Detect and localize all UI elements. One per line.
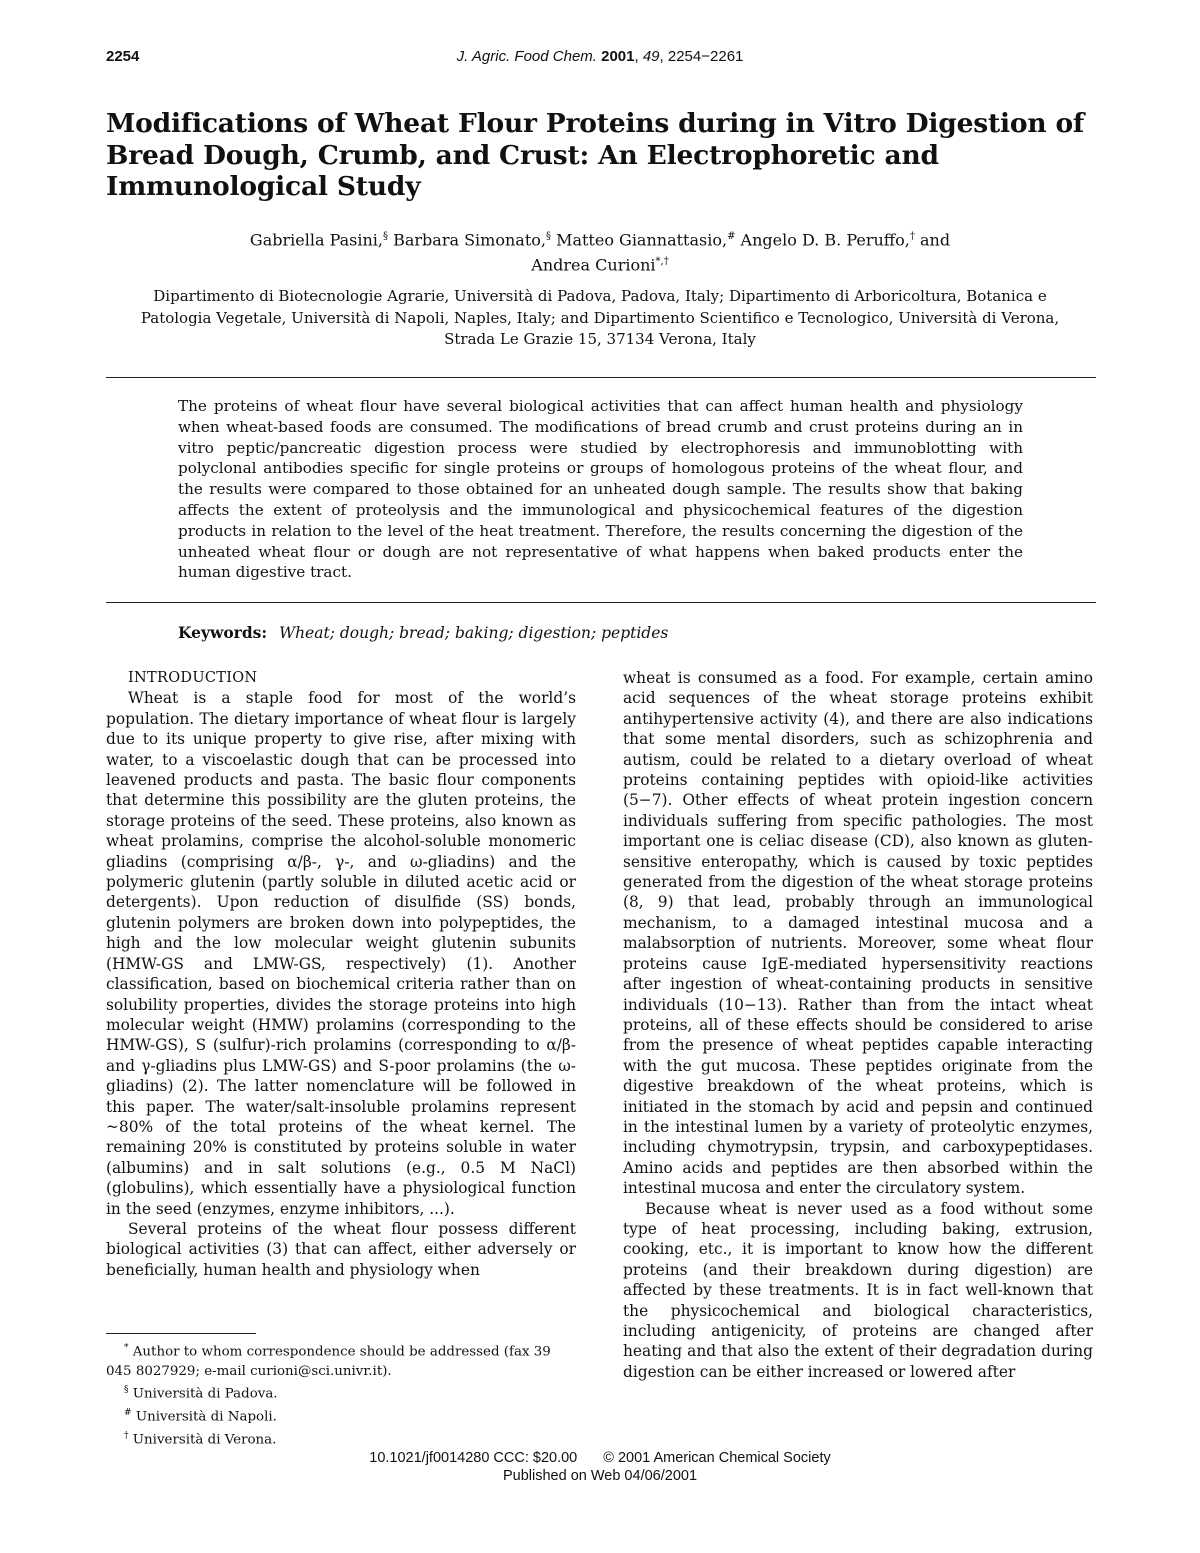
footnote-text: Università di Napoli. (135, 1409, 277, 1425)
author-affil-mark: § (545, 231, 551, 242)
journal-pages: 2254−2261 (667, 48, 744, 65)
author-list (150, 226, 1050, 277)
paragraph: Several proteins of the wheat flour possess different biological activities (3) that can affect, either adversely or beneficially, human health and physiology when (106, 1219, 576, 1279)
author-name: Barbara Simonato, (393, 230, 546, 250)
footnotes (106, 1339, 576, 1450)
author-affil-mark: † (909, 231, 915, 242)
right-column (623, 668, 1093, 1382)
footnote-mark: † (124, 1431, 129, 1442)
divider-top (106, 377, 1096, 378)
divider-bottom (106, 602, 1096, 603)
keywords-label: Keywords: (178, 623, 268, 642)
footnote-mark: * (124, 1343, 129, 1353)
affiliations: Dipartimento di Biotecnologie Agrarie, Università di Padova, Padova, Italy; Dipartimento di Arboricoltura, Botanica e Patologia Vegetale, Università di Napoli, Naples, Italy; and Dipartimento Scientifico e Tecnologico, Università di Verona, Strada Le Grazie 15, 37134 Verona, Italy (140, 287, 1060, 348)
journal-volume: 49 (642, 48, 660, 65)
keywords (178, 623, 668, 642)
footnote-text: Università di Padova. (132, 1386, 278, 1402)
running-header: J. Agric. Food Chem. 2001, 49, 2254−2261 (456, 48, 744, 65)
author-name: Gabriella Pasini, (249, 230, 383, 250)
journal-year: 2001 (601, 48, 635, 65)
paragraph: Because wheat is never used as a food without some type of heat processing, including baking, extrusion, cooking, etc., it is important to know how the different proteins (and their breakdown during digestion) are affected by these treatments. It is in fact well-known that the physicochemical and biological characteristics, including antigenicity, of proteins are changed after heating and that also the extent of their degradation during digestion can be either increased or lowered after (623, 1199, 1093, 1381)
footnote-text: Università di Verona. (132, 1432, 277, 1448)
article-title: Modifications of Wheat Flour Proteins during in Vitro Digestion of Bread Dough, Crumb, and Crust: An Electrophoretic and Immunological Study (106, 108, 1085, 202)
footnote-divider (106, 1333, 256, 1334)
journal-name: J. Agric. Food Chem. (456, 48, 597, 65)
published-date: Published on Web 04/06/2001 (502, 1468, 698, 1484)
footnote-mark: § (124, 1385, 129, 1396)
author-name: Matteo Giannattasio, (556, 230, 728, 250)
author-affil-mark: *,† (655, 256, 669, 268)
footnote-corresponding (106, 1339, 576, 1381)
footnote-affiliation (106, 1404, 576, 1427)
left-column (106, 668, 576, 1280)
publication-footer (0, 1449, 1200, 1485)
section-heading: INTRODUCTION (128, 670, 258, 686)
footnote-text: Author to whom correspondence should be addressed (fax 39 045 8027929; e-mail curioni@sci.univr.it). (106, 1344, 551, 1379)
author-name: Angelo D. B. Peruffo, (740, 230, 910, 250)
keywords-text: Wheat; dough; bread; baking; digestion; peptides (279, 624, 669, 642)
author-name: Andrea Curioni (531, 255, 656, 275)
footnote-affiliation (106, 1381, 576, 1404)
footnote-mark: # (124, 1408, 132, 1419)
author-conjunction: and (919, 230, 951, 250)
copyright-line: © 2001 American Chemical Society (603, 1450, 831, 1466)
abstract: The proteins of wheat flour have several biological activities that can affect human health and physiology when wheat-based foods are consumed. The modifications of bread crumb and crust proteins during an in vitro peptic/pancreatic digestion process were studied by electrophoresis and immunoblotting with polyclonal antibodies specific for single proteins or groups of homologous proteins of the wheat flour, and the results were compared to those obtained for an unheated dough sample. The results show that baking affects the extent of proteolysis and the immunological and physicochemical features of the digestion products in relation to the level of the heat treatment. Therefore, the results concerning the digestion of the unheated wheat flour or dough are not representative of what happens when baked products enter the human digestive tract. (178, 397, 1023, 582)
footnote-affiliation (106, 1427, 576, 1450)
paragraph: Wheat is a staple food for most of the world’s population. The dietary importance of wheat flour is largely due to its unique property to give rise, after mixing with water, to a viscoelastic dough that can be processed into leavened products and pasta. The basic flour components that determine this possibility are the gluten proteins, the storage proteins of the seed. These proteins, also known as wheat prolamins, comprise the alcohol-soluble monomeric gliadins (comprising α/β-, γ-, and ω-gliadins) and the polymeric glutenin (partly soluble in diluted acetic acid or detergents). Upon reduction of disulfide (SS) bonds, glutenin polymers are broken down into polypeptides, the high and the low molecular weight glutenin subunits (HMW-GS and LMW-GS, respectively) (1). Another classification, based on biochemical criteria rather than on solubility properties, divides the storage proteins into high molecular weight (HMW) prolamins (corresponding to the HMW-GS), S (sulfur)-rich prolamins (corresponding to α/β- and γ-gliadins plus LMW-GS) and S-poor prolamins (the ω-gliadins) (2). The latter nomenclature will be followed in this paper. The water/salt-insoluble prolamins represent ~80% of the total proteins of the wheat kernel. The remaining 20% is constituted by proteins soluble in water (albumins) and in salt solutions (e.g., 0.5 M NaCl) (globulins), which essentially have a physiological function in the seed (enzymes, enzyme inhibitors, ...). (106, 689, 576, 1218)
doi-line: 10.1021/jf0014280 CCC: $20.00 (369, 1450, 578, 1466)
author-affil-mark: # (727, 231, 736, 242)
author-affil-mark: § (383, 231, 388, 242)
page-number: 2254 (106, 48, 140, 65)
paragraph: wheat is consumed as a food. For example, certain amino acid sequences of the wheat storage proteins exhibit antihypertensive activity (4), and there are also indications that some mental disorders, such as schizophrenia and autism, could be related to a dietary overload of wheat proteins containing peptides with opioid-like activities (5−7). Other effects of wheat protein ingestion concern individuals suffering from specific pathologies. The most important one is celiac disease (CD), also known as gluten-sensitive enteropathy, which is caused by toxic peptides generated from the digestion of the wheat storage proteins (8, 9) that lead, probably through an immunological mechanism, to a damaged intestinal mucosa and a malabsorption of nutrients. Moreover, some wheat flour proteins cause IgE-mediated hypersensitivity reactions after ingestion of wheat-containing products in sensitive individuals (10−13). Rather than from the intact wheat proteins, all of these effects should be considered to arise from the presence of wheat peptides capable interacting with the gut mucosa. These peptides originate from the digestive breakdown of the wheat proteins, which is initiated in the stomach by acid and pepsin and continued in the intestinal lumen by a variety of proteolytic enzymes, including chymotrypsin, trypsin, and carboxypeptidases. Amino acids and peptides are then absorbed within the intestinal mucosa and enter the circulatory system. (623, 669, 1093, 1198)
